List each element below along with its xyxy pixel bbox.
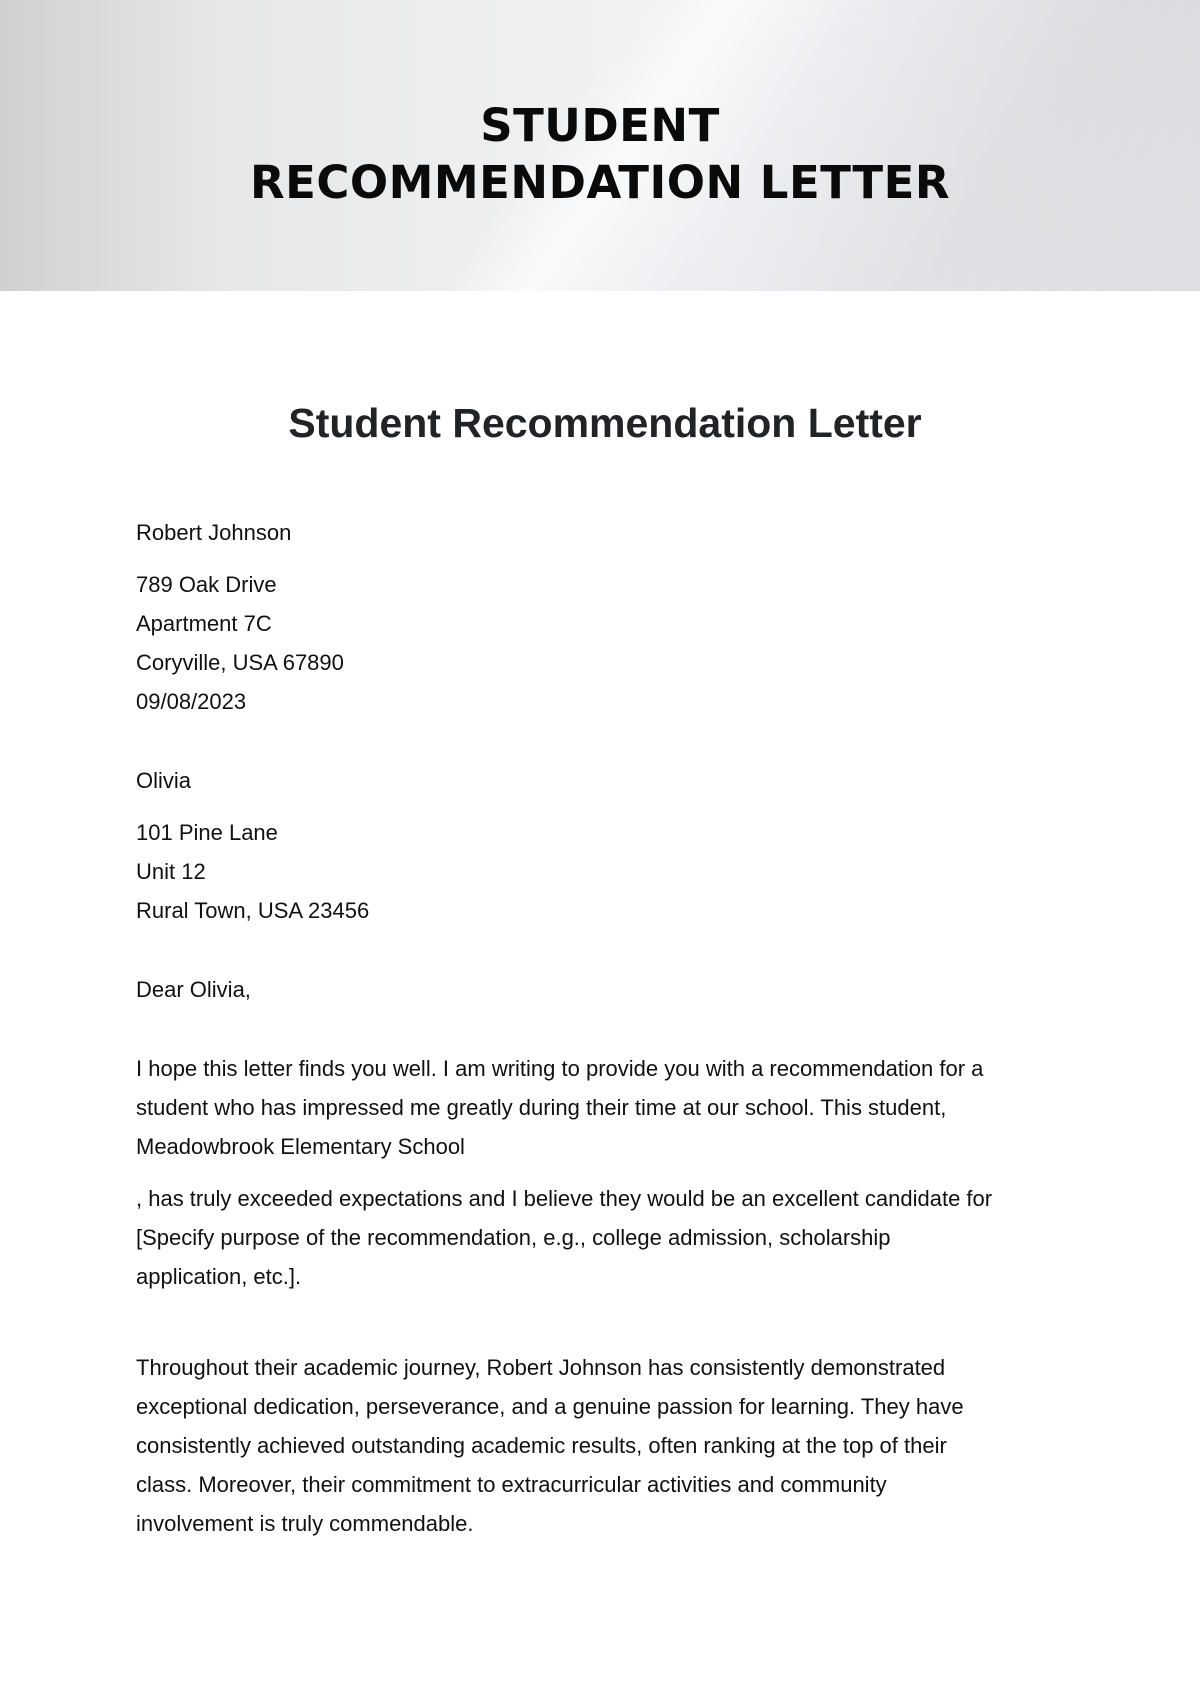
paragraph-line: Meadowbrook Elementary School — [136, 1134, 465, 1159]
salutation: Dear Olivia, — [136, 977, 251, 1002]
sender-address-line1: 789 Oak Drive — [136, 572, 277, 597]
paragraph-line: class. Moreover, their commitment to extracurricular activities and community — [136, 1472, 887, 1497]
banner-title-line2: RECOMMENDATION LETTER — [249, 156, 951, 209]
banner-title-line1: STUDENT — [480, 99, 720, 152]
recipient-name: Olivia — [136, 768, 192, 793]
sender-name: Robert Johnson — [136, 520, 292, 545]
paragraph-line: exceptional dedication, perseverance, and a genuine passion for learning. They have — [136, 1394, 964, 1419]
recipient-address-line1: 101 Pine Lane — [136, 820, 278, 845]
paragraph-line: involvement is truly commendable. — [136, 1511, 474, 1536]
document-title: Student Recommendation Letter — [288, 400, 922, 446]
recipient-address-line2: Unit 12 — [136, 859, 206, 884]
paragraph-line: student who has impressed me greatly during their time at our school. This student, — [136, 1095, 947, 1120]
paragraph-line: consistently achieved outstanding academic results, often ranking at the top of their — [136, 1433, 947, 1458]
sender-city-line: Coryville, USA 67890 — [136, 650, 344, 675]
recipient-city-line: Rural Town, USA 23456 — [136, 898, 370, 923]
header-banner — [0, 0, 1200, 291]
paragraph-line: , has truly exceeded expectations and I believe they would be an excellent candidate for — [136, 1186, 993, 1211]
sender-address-line2: Apartment 7C — [136, 611, 272, 636]
paragraph-line: [Specify purpose of the recommendation, e.g., college admission, scholarship — [136, 1225, 891, 1250]
letter-date: 09/08/2023 — [136, 689, 247, 714]
paragraph-line: application, etc.]. — [136, 1264, 302, 1289]
paragraph-line: Throughout their academic journey, Robert Johnson has consistently demonstrated — [136, 1355, 946, 1380]
paragraph-line: I hope this letter finds you well. I am writing to provide you with a recommendation for a — [136, 1056, 984, 1081]
